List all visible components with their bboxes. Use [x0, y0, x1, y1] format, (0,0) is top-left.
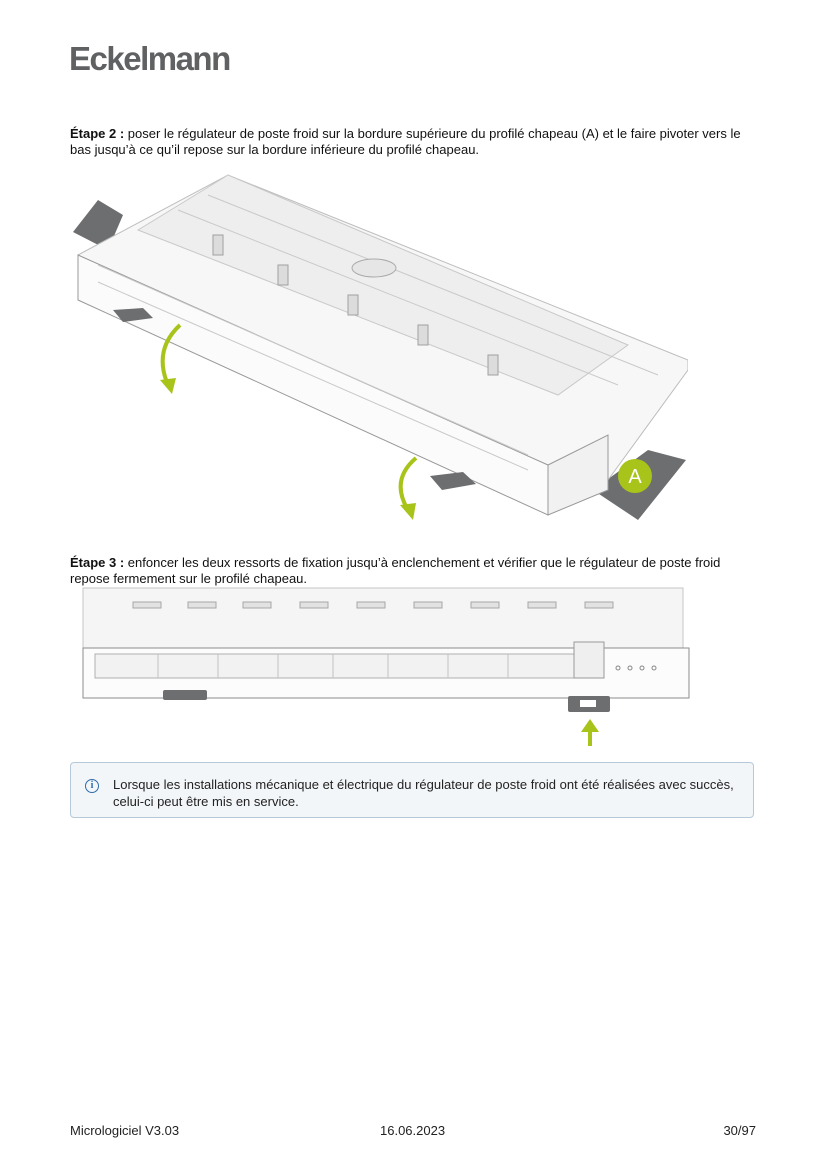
eckelmann-logo: Eckelmann	[69, 40, 230, 77]
info-note	[70, 762, 754, 818]
step-2-instruction	[70, 126, 760, 158]
footer-page-number: 30/97	[723, 1123, 756, 1138]
footer-date: 16.06.2023	[380, 1123, 446, 1138]
footer-firmware-version: Micrologiciel V3.03	[70, 1123, 180, 1138]
info-icon: i	[85, 779, 99, 793]
marker-a-label: A	[628, 466, 642, 488]
step-3-label: Étape 3 :	[70, 555, 125, 570]
mounting-illustration-step-2	[68, 170, 688, 530]
step-3-instruction	[70, 555, 760, 587]
step-2-label: Étape 2 :	[70, 126, 125, 141]
step-2-text: poser le régulateur de poste froid sur la bordure supérieure du profilé chapeau (A) et le faire pivoter vers le bas jusqu’à ce qu’il repose sur la bordure inférieure du profilé chapeau.	[70, 126, 741, 157]
info-note-text: Lorsque les installations mécanique et électrique du régulateur de poste froid ont été réalisées avec succès, celui-ci peut être mis en service.	[113, 777, 734, 809]
mounting-illustration-step-3	[68, 586, 698, 751]
step-3-text: enfoncer les deux ressorts de fixation jusqu’à enclenchement et vérifier que le régulateur de poste froid repose fermement sur le profilé chapeau.	[70, 555, 721, 586]
